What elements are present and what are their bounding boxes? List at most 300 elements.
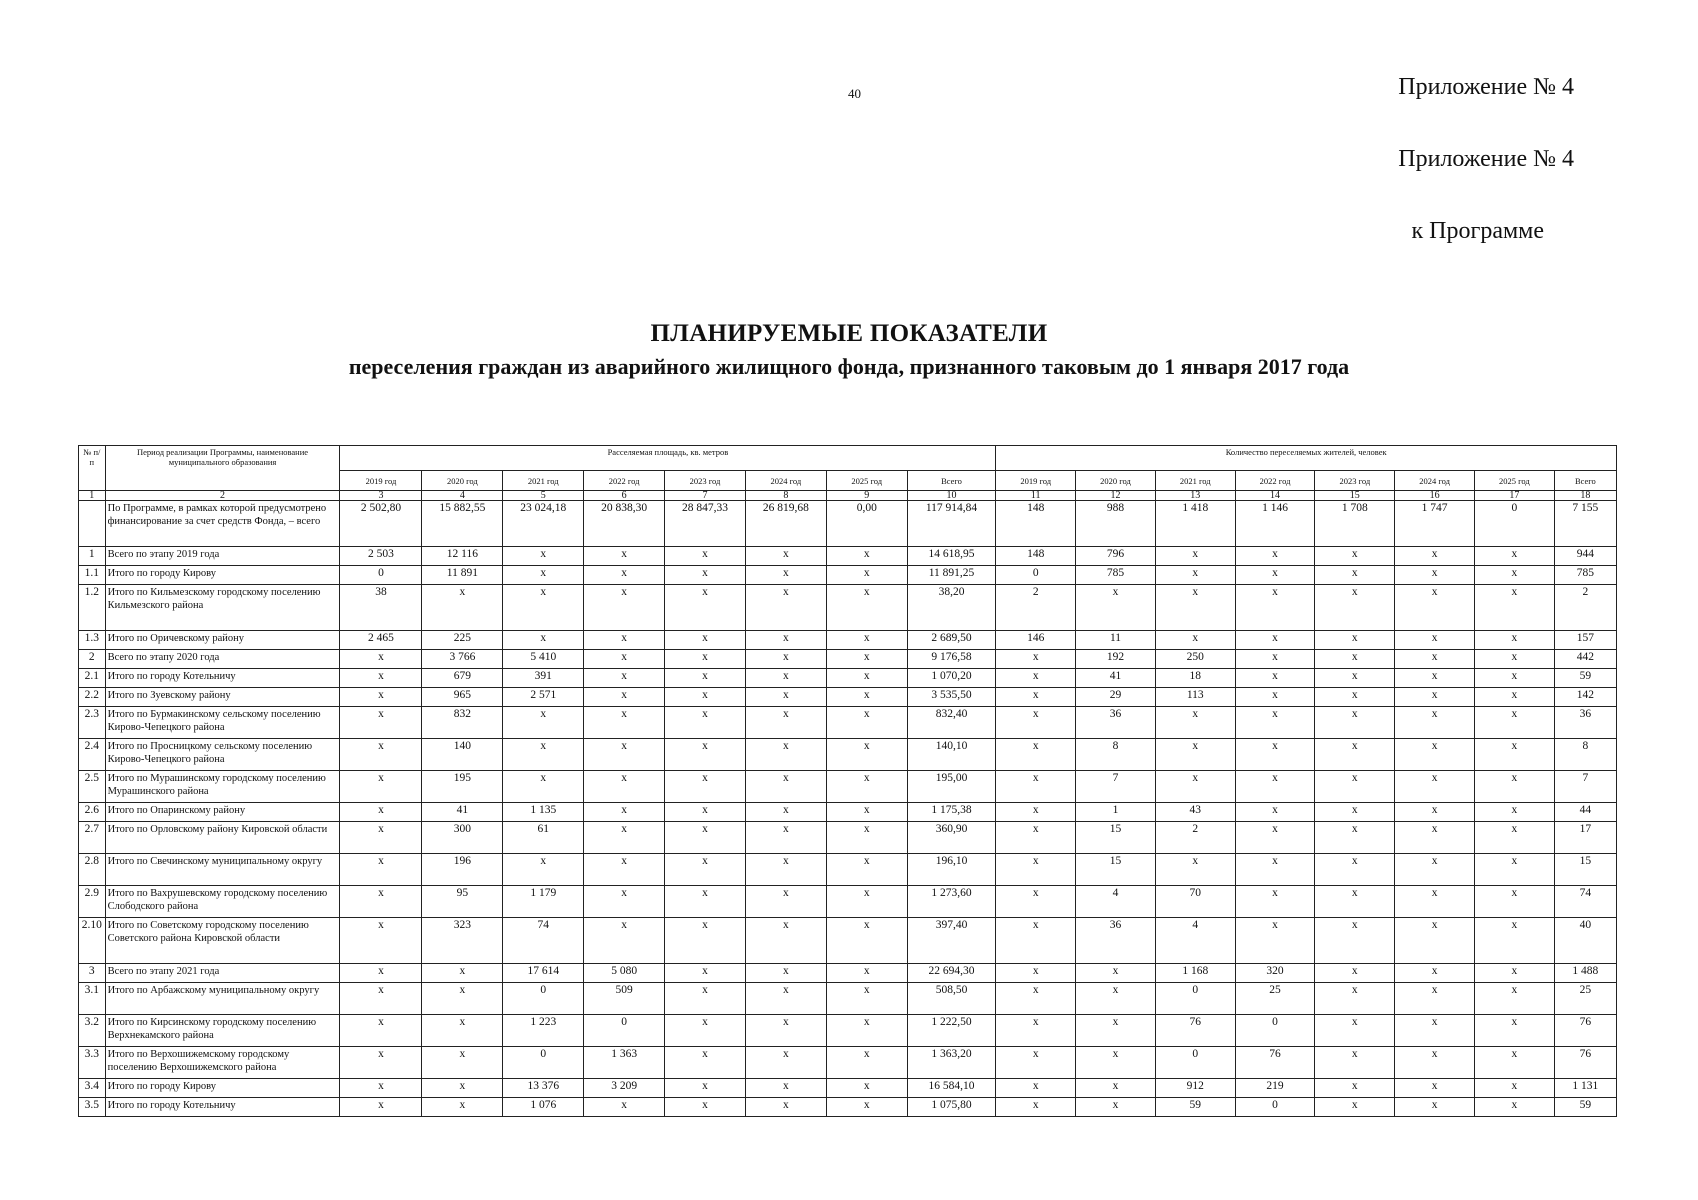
row-number: 3 <box>79 964 106 983</box>
table-cell: 140 <box>422 739 503 771</box>
column-number-cell: 13 <box>1155 491 1235 501</box>
row-name: Итого по Опаринскому району <box>105 803 340 822</box>
row-name: По Программе, в рамках которой предусмотрено финансирование за счет средств Фонда, – всего <box>105 501 340 547</box>
table-cell: х <box>584 688 665 707</box>
table-cell: х <box>422 1015 503 1047</box>
table-cell: 1 179 <box>503 886 584 918</box>
table-cell: 25 <box>1235 983 1315 1015</box>
table-cell: 2 <box>996 585 1076 631</box>
document-title: ПЛАНИРУЕМЫЕ ПОКАЗАТЕЛИ <box>650 320 1048 347</box>
table-cell: 0 <box>340 566 422 585</box>
table-cell: х <box>1076 1047 1156 1079</box>
table-cell: х <box>1235 566 1315 585</box>
table-cell: 1 273,60 <box>907 886 996 918</box>
table-cell: 146 <box>996 631 1076 650</box>
column-number-cell: 9 <box>826 491 907 501</box>
table-row <box>79 739 1617 771</box>
table-cell: 2 <box>1155 822 1235 854</box>
row-name: Итого по Вахрушевскому городскому поселению Слободского района <box>105 886 340 918</box>
table-cell: х <box>996 964 1076 983</box>
row-name: Итого по Орловскому району Кировской области <box>105 822 340 854</box>
table-cell: х <box>584 854 665 886</box>
column-number-cell: 1 <box>79 491 106 501</box>
table-cell: х <box>503 547 584 566</box>
row-name: Итого по городу Кирову <box>105 1079 340 1098</box>
table-cell: х <box>1235 688 1315 707</box>
column-numbers-row <box>79 491 1617 501</box>
table-cell: х <box>1155 771 1235 803</box>
table-cell: х <box>665 854 746 886</box>
table-cell: х <box>826 771 907 803</box>
row-number: 2.3 <box>79 707 106 739</box>
header-year-col: 2020 год <box>422 471 503 491</box>
table-cell: х <box>745 1047 826 1079</box>
table-cell: 15 882,55 <box>422 501 503 547</box>
table-cell: х <box>1474 983 1554 1015</box>
table-cell: х <box>826 688 907 707</box>
table-row <box>79 669 1617 688</box>
table-cell: 74 <box>503 918 584 964</box>
table-cell: 36 <box>1554 707 1616 739</box>
table-cell: х <box>745 688 826 707</box>
table-cell: х <box>1395 803 1475 822</box>
table-cell: х <box>1315 1098 1395 1117</box>
table-cell: х <box>826 803 907 822</box>
table-cell: х <box>584 886 665 918</box>
table-cell: х <box>1474 650 1554 669</box>
table-cell: х <box>745 854 826 886</box>
column-number-cell: 2 <box>105 491 340 501</box>
table-row <box>79 983 1617 1015</box>
table-cell: х <box>340 803 422 822</box>
table-cell: х <box>745 1098 826 1117</box>
table-cell: 0 <box>1235 1098 1315 1117</box>
table-row <box>79 1047 1617 1079</box>
table-cell: 250 <box>1155 650 1235 669</box>
table-row <box>79 803 1617 822</box>
table-cell: х <box>1235 771 1315 803</box>
row-number: 3.1 <box>79 983 106 1015</box>
table-cell: х <box>996 803 1076 822</box>
table-cell: х <box>665 886 746 918</box>
table-cell: х <box>340 669 422 688</box>
table-cell: х <box>745 1015 826 1047</box>
header-year-col: 2021 год <box>503 471 584 491</box>
table-cell: х <box>340 854 422 886</box>
table-cell: х <box>1395 1079 1475 1098</box>
table-cell: х <box>665 1015 746 1047</box>
column-number-cell: 18 <box>1554 491 1616 501</box>
row-number: 3.4 <box>79 1079 106 1098</box>
column-number-cell: 7 <box>665 491 746 501</box>
table-cell: х <box>584 803 665 822</box>
header-year-col: 2023 год <box>1315 471 1395 491</box>
table-cell: 11 891 <box>422 566 503 585</box>
row-number: 2.9 <box>79 886 106 918</box>
table-cell: х <box>1395 886 1475 918</box>
table-cell: х <box>340 886 422 918</box>
table-row <box>79 585 1617 631</box>
table-cell: 0 <box>996 566 1076 585</box>
table-cell: 38 <box>340 585 422 631</box>
header-year-col: 2025 год <box>826 471 907 491</box>
row-name: Всего по этапу 2021 года <box>105 964 340 983</box>
table-cell: 1 747 <box>1395 501 1475 547</box>
table-cell: х <box>1474 1079 1554 1098</box>
table-cell: х <box>1395 707 1475 739</box>
table-cell: 41 <box>422 803 503 822</box>
table-cell: х <box>665 1047 746 1079</box>
table-cell: х <box>826 585 907 631</box>
table-cell: 1 175,38 <box>907 803 996 822</box>
table-cell: 2 571 <box>503 688 584 707</box>
table-cell: х <box>826 669 907 688</box>
table-cell: 2 689,50 <box>907 631 996 650</box>
table-cell: х <box>1155 631 1235 650</box>
table-cell: х <box>745 631 826 650</box>
table-cell: 70 <box>1155 886 1235 918</box>
row-number: 3.5 <box>79 1098 106 1117</box>
table-cell: 113 <box>1155 688 1235 707</box>
table-cell: 1 223 <box>503 1015 584 1047</box>
table-cell: х <box>745 822 826 854</box>
table-cell: 140,10 <box>907 739 996 771</box>
row-number: 2 <box>79 650 106 669</box>
table-cell: х <box>1315 739 1395 771</box>
table-cell: 219 <box>1235 1079 1315 1098</box>
table-cell: 22 694,30 <box>907 964 996 983</box>
row-name: Итого по Верхошижемскому городскому поселению Верхошижемского района <box>105 1047 340 1079</box>
table-cell: х <box>1076 1015 1156 1047</box>
table-cell: х <box>340 1047 422 1079</box>
table-cell: х <box>826 739 907 771</box>
table-cell: х <box>1155 547 1235 566</box>
table-row <box>79 650 1617 669</box>
table-cell: 442 <box>1554 650 1616 669</box>
table-cell: х <box>1474 739 1554 771</box>
table-cell: х <box>1315 631 1395 650</box>
table-cell: х <box>1235 822 1315 854</box>
table-cell: х <box>826 918 907 964</box>
table-cell: 117 914,84 <box>907 501 996 547</box>
header-residents-group: Количество переселяемых жителей, человек <box>996 446 1617 471</box>
column-number-cell: 10 <box>907 491 996 501</box>
table-cell: х <box>996 688 1076 707</box>
table-cell: х <box>745 771 826 803</box>
header-area-group: Расселяемая площадь, кв. метров <box>340 446 996 471</box>
row-number: 1.1 <box>79 566 106 585</box>
table-cell: 0 <box>584 1015 665 1047</box>
row-name: Итого по Кирсинскому городскому поселению Верхнекамского района <box>105 1015 340 1047</box>
table-cell: х <box>1315 886 1395 918</box>
table-cell: х <box>1395 585 1475 631</box>
table-cell: 76 <box>1235 1047 1315 1079</box>
row-number: 2.5 <box>79 771 106 803</box>
table-cell: 988 <box>1076 501 1156 547</box>
table-cell: 25 <box>1554 983 1616 1015</box>
table-cell: х <box>1315 918 1395 964</box>
table-cell: х <box>1395 566 1475 585</box>
table-cell: 323 <box>422 918 503 964</box>
table-cell: х <box>745 739 826 771</box>
table-cell: х <box>665 650 746 669</box>
table-cell: 1 075,80 <box>907 1098 996 1117</box>
table-cell: х <box>1395 631 1475 650</box>
table-cell: х <box>584 707 665 739</box>
table-cell: х <box>1235 854 1315 886</box>
table-cell: х <box>745 964 826 983</box>
table-cell: х <box>665 771 746 803</box>
table-cell: х <box>1076 1079 1156 1098</box>
row-number: 1.2 <box>79 585 106 631</box>
table-cell: х <box>1315 650 1395 669</box>
table-cell: х <box>340 707 422 739</box>
table-cell: 3 209 <box>584 1079 665 1098</box>
table-row <box>79 822 1617 854</box>
table-cell: х <box>826 547 907 566</box>
table-cell: х <box>826 650 907 669</box>
table-cell: х <box>584 918 665 964</box>
table-cell: 192 <box>1076 650 1156 669</box>
table-cell: 2 502,80 <box>340 501 422 547</box>
table-cell: х <box>1155 585 1235 631</box>
table-cell: х <box>1076 585 1156 631</box>
table-cell: 300 <box>422 822 503 854</box>
table-cell: 8 <box>1076 739 1156 771</box>
table-cell: х <box>1315 585 1395 631</box>
table-cell: х <box>1395 1098 1475 1117</box>
table-cell: 1 131 <box>1554 1079 1616 1098</box>
table-cell: 3 766 <box>422 650 503 669</box>
table-cell: х <box>1395 854 1475 886</box>
table-cell: х <box>1155 707 1235 739</box>
table-row <box>79 886 1617 918</box>
row-name: Всего по этапу 2020 года <box>105 650 340 669</box>
table-cell: х <box>1395 739 1475 771</box>
table-cell: х <box>340 822 422 854</box>
table-cell: х <box>826 1079 907 1098</box>
table-cell: х <box>1235 918 1315 964</box>
table-cell: х <box>340 688 422 707</box>
column-number-cell: 5 <box>503 491 584 501</box>
table-cell: х <box>745 566 826 585</box>
table-row <box>79 1098 1617 1117</box>
table-cell: х <box>665 918 746 964</box>
table-cell: х <box>665 983 746 1015</box>
column-number-cell: 8 <box>745 491 826 501</box>
table-cell: 28 847,33 <box>665 501 746 547</box>
row-name: Итого по Бурмакинскому сельскому поселению Кирово-Чепецкого района <box>105 707 340 739</box>
table-cell: 8 <box>1554 739 1616 771</box>
table-cell: х <box>584 771 665 803</box>
table-cell: х <box>745 669 826 688</box>
table-cell: 832 <box>422 707 503 739</box>
table-cell: 15 <box>1076 854 1156 886</box>
table-cell: х <box>996 669 1076 688</box>
table-row <box>79 771 1617 803</box>
table-row <box>79 631 1617 650</box>
row-number: 1.3 <box>79 631 106 650</box>
table-cell: х <box>1076 964 1156 983</box>
table-cell: х <box>826 631 907 650</box>
table-cell: х <box>1155 566 1235 585</box>
header-year-col: 2020 год <box>1076 471 1156 491</box>
table-cell: х <box>826 707 907 739</box>
table-cell: х <box>1315 822 1395 854</box>
table-cell: 4 <box>1076 886 1156 918</box>
header-year-col: 2022 год <box>584 471 665 491</box>
table-cell: х <box>1315 566 1395 585</box>
table-cell: 225 <box>422 631 503 650</box>
table-cell: х <box>503 854 584 886</box>
table-cell: х <box>826 1015 907 1047</box>
table-cell: 1 135 <box>503 803 584 822</box>
appendix-label-repeat: Приложение № 4 <box>1398 146 1574 172</box>
table-cell: 0 <box>503 983 584 1015</box>
header-year-col: 2019 год <box>340 471 422 491</box>
table-cell: х <box>665 631 746 650</box>
table-cell: 509 <box>584 983 665 1015</box>
table-cell: 95 <box>422 886 503 918</box>
table-cell: х <box>340 1015 422 1047</box>
table-row <box>79 688 1617 707</box>
table-cell: х <box>996 739 1076 771</box>
table-cell: х <box>584 822 665 854</box>
table-body <box>79 491 1617 1117</box>
column-number-cell: 11 <box>996 491 1076 501</box>
table-cell: х <box>584 669 665 688</box>
table-cell: х <box>996 918 1076 964</box>
table-cell: 1 146 <box>1235 501 1315 547</box>
row-number: 2.8 <box>79 854 106 886</box>
row-name: Итого по городу Котельничу <box>105 1098 340 1117</box>
table-cell: х <box>422 964 503 983</box>
table-cell: 11 <box>1076 631 1156 650</box>
header-year-col: 2025 год <box>1474 471 1554 491</box>
table-cell: х <box>1315 688 1395 707</box>
table-cell: х <box>826 964 907 983</box>
table-cell: 23 024,18 <box>503 501 584 547</box>
table-cell: х <box>665 688 746 707</box>
table-cell: х <box>1315 1079 1395 1098</box>
table-cell: 76 <box>1554 1047 1616 1079</box>
table-cell: х <box>340 983 422 1015</box>
table-cell: х <box>826 983 907 1015</box>
row-number: 2.7 <box>79 822 106 854</box>
table-cell: 2 465 <box>340 631 422 650</box>
column-number-cell: 3 <box>340 491 422 501</box>
table-cell: х <box>1395 1015 1475 1047</box>
column-number-cell: 12 <box>1076 491 1156 501</box>
table-cell: х <box>1395 650 1475 669</box>
table-cell: х <box>665 803 746 822</box>
table-cell: 20 838,30 <box>584 501 665 547</box>
table-cell: х <box>745 886 826 918</box>
table-cell: 142 <box>1554 688 1616 707</box>
table-cell: 0 <box>1235 1015 1315 1047</box>
page-number: 40 <box>848 86 861 101</box>
table-cell: х <box>1235 547 1315 566</box>
table-cell: 61 <box>503 822 584 854</box>
table-cell: 1 222,50 <box>907 1015 996 1047</box>
table-cell: х <box>1315 964 1395 983</box>
table-cell: 0,00 <box>826 501 907 547</box>
table-cell: х <box>826 822 907 854</box>
row-name: Итого по городу Кирову <box>105 566 340 585</box>
table-cell: х <box>1395 547 1475 566</box>
table-cell: х <box>422 1079 503 1098</box>
table-cell: х <box>1474 822 1554 854</box>
table-cell: х <box>1315 1047 1395 1079</box>
table-cell: х <box>422 1047 503 1079</box>
table-cell: 1 363,20 <box>907 1047 996 1079</box>
table-cell: х <box>1315 1015 1395 1047</box>
table-cell: х <box>584 547 665 566</box>
table-cell: х <box>1076 983 1156 1015</box>
table-cell: х <box>1315 983 1395 1015</box>
table-cell: х <box>996 1047 1076 1079</box>
table-cell: 0 <box>1155 983 1235 1015</box>
table-row <box>79 854 1617 886</box>
table-cell: 76 <box>1554 1015 1616 1047</box>
table-cell: 832,40 <box>907 707 996 739</box>
row-name: Итого по Свечинскому муниципальному округу <box>105 854 340 886</box>
table-cell: 2 503 <box>340 547 422 566</box>
table-cell: 679 <box>422 669 503 688</box>
table-cell: х <box>1395 964 1475 983</box>
table-cell: х <box>1474 886 1554 918</box>
row-number: 2.6 <box>79 803 106 822</box>
row-name: Всего по этапу 2019 года <box>105 547 340 566</box>
table-cell: 965 <box>422 688 503 707</box>
table-cell: 2 <box>1554 585 1616 631</box>
table-cell: 148 <box>996 501 1076 547</box>
table-cell: 1 418 <box>1155 501 1235 547</box>
table-cell: 17 614 <box>503 964 584 983</box>
column-number-cell: 14 <box>1235 491 1315 501</box>
table-cell: х <box>1474 631 1554 650</box>
table-cell: х <box>1235 707 1315 739</box>
table-cell: х <box>1474 585 1554 631</box>
table-cell: х <box>1155 854 1235 886</box>
table-cell: 0 <box>1474 501 1554 547</box>
table-cell: х <box>584 631 665 650</box>
header-year-col: 2024 год <box>1395 471 1475 491</box>
table-cell: х <box>665 1098 746 1117</box>
table-cell: х <box>826 1098 907 1117</box>
header-name: Период реализации Программы, наименование муниципального образования <box>105 446 340 491</box>
table-cell: 36 <box>1076 707 1156 739</box>
table-cell: 29 <box>1076 688 1156 707</box>
table-cell: х <box>1076 1098 1156 1117</box>
row-number: 2.2 <box>79 688 106 707</box>
header-year-col: 2024 год <box>745 471 826 491</box>
table-cell: х <box>745 547 826 566</box>
table-cell: х <box>665 739 746 771</box>
table-cell: 18 <box>1155 669 1235 688</box>
table-cell: х <box>340 1079 422 1098</box>
table-cell: 36 <box>1076 918 1156 964</box>
table-cell: х <box>996 771 1076 803</box>
table-cell: х <box>503 566 584 585</box>
column-number-cell: 4 <box>422 491 503 501</box>
row-number: 3.2 <box>79 1015 106 1047</box>
appendix-label: Приложение № 4 <box>1398 74 1574 100</box>
table-cell: х <box>665 585 746 631</box>
row-number <box>79 501 106 547</box>
table-cell: х <box>665 822 746 854</box>
table-cell: х <box>1474 1098 1554 1117</box>
